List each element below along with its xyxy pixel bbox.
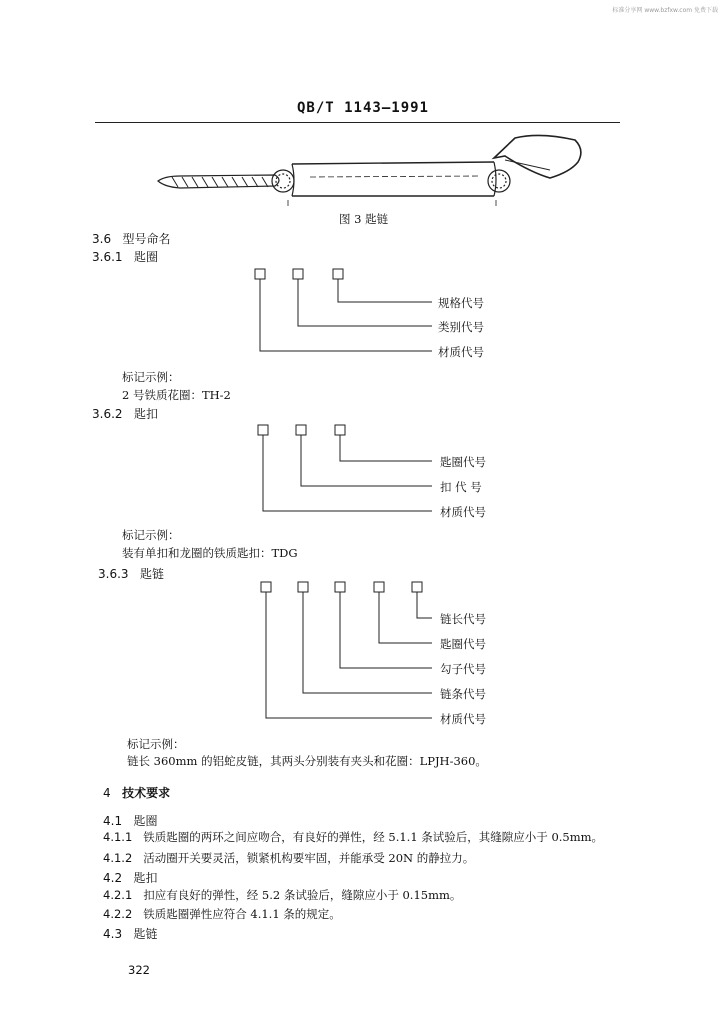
section-number: 4.3: [103, 927, 123, 941]
page-number: 322: [128, 963, 150, 977]
clause-number: 4.2.1: [103, 888, 133, 902]
clause-4-2-1: [103, 887, 461, 903]
section-3-6-2: [92, 405, 158, 422]
section-number: 3.6.3: [98, 567, 129, 581]
clause-text: 扣应有良好的弹性，经 5.2 条试验后，缝隙应小于 0.15mm。: [143, 888, 462, 902]
example-text: 装有单扣和龙圈的铁质匙扣：TDG: [122, 546, 298, 560]
label-material-code: 材质代号: [440, 505, 486, 519]
clause-text: 活动圈开关要灵活，锁紧机构要牢固，并能承受 20N 的静拉力。: [143, 851, 475, 865]
page-header: QB/T 1143—1991: [296, 100, 429, 116]
section-3-6-1: [92, 248, 158, 265]
label-spec-code: 规格代号: [438, 296, 484, 310]
section-title: 型号命名: [122, 232, 171, 246]
clause-number: 4.1.2: [103, 851, 133, 865]
label-material-code: 材质代号: [440, 712, 486, 726]
section-title: 匙圈: [134, 250, 159, 264]
label-chain-code: 链条代号: [440, 687, 486, 701]
section-3-6-3: [98, 565, 164, 582]
clause-4-1-1: [103, 829, 603, 845]
section-number: 4.1: [103, 814, 123, 828]
section-number: 3.6.2: [92, 407, 123, 421]
watermark: 标准分享网 www.bzfxw.com 免费下载: [612, 7, 718, 14]
section-title: 匙扣: [133, 871, 158, 885]
section-4-1: [103, 812, 158, 829]
figure-caption: 图 3 匙链: [339, 212, 389, 226]
section-4-2: [103, 869, 158, 886]
clause-text: 铁质匙圈的两环之间应吻合，有良好的弹性，经 5.1.1 条试验后，其缝隙应小于 0.5mm。: [143, 830, 604, 844]
label-ring-code: 匙圈代号: [440, 637, 486, 651]
section-title: 技术要求: [122, 786, 171, 800]
clause-number: 4.2.2: [103, 907, 133, 921]
example-label: 标记示例：: [127, 737, 185, 751]
example-label: 标记示例：: [122, 370, 180, 384]
section-4-3: [103, 925, 158, 942]
example-text: 2 号铁质花圈：TH-2: [122, 388, 231, 402]
section-number: 3.6: [92, 232, 112, 246]
section-4: [103, 784, 170, 801]
section-title: 匙链: [133, 927, 158, 941]
section-number: 3.6.1: [92, 250, 123, 264]
clause-4-2-2: [103, 906, 341, 922]
section-number: 4: [103, 786, 111, 800]
label-type-code: 类别代号: [438, 320, 484, 334]
label-clasp-code: 扣 代 号: [440, 480, 482, 494]
clause-number: 4.1.1: [103, 830, 133, 844]
label-length-code: 链长代号: [440, 612, 486, 626]
section-title: 匙链: [140, 567, 165, 581]
example-text: 链长 360mm 的铝蛇皮链，其两头分别装有夹头和花圈：LPJH-360。: [127, 754, 487, 768]
label-material-code: 材质代号: [438, 345, 484, 359]
label-ring-code: 匙圈代号: [440, 455, 486, 469]
clause-4-1-2: [103, 850, 474, 866]
section-title: 匙圈: [133, 814, 158, 828]
section-number: 4.2: [103, 871, 123, 885]
example-label: 标记示例：: [122, 528, 180, 542]
clause-text: 铁质匙圈弹性应符合 4.1.1 条的规定。: [143, 907, 341, 921]
section-title: 匙扣: [134, 407, 159, 421]
label-hook-code: 勾子代号: [440, 662, 486, 676]
section-3-6: [92, 230, 171, 247]
